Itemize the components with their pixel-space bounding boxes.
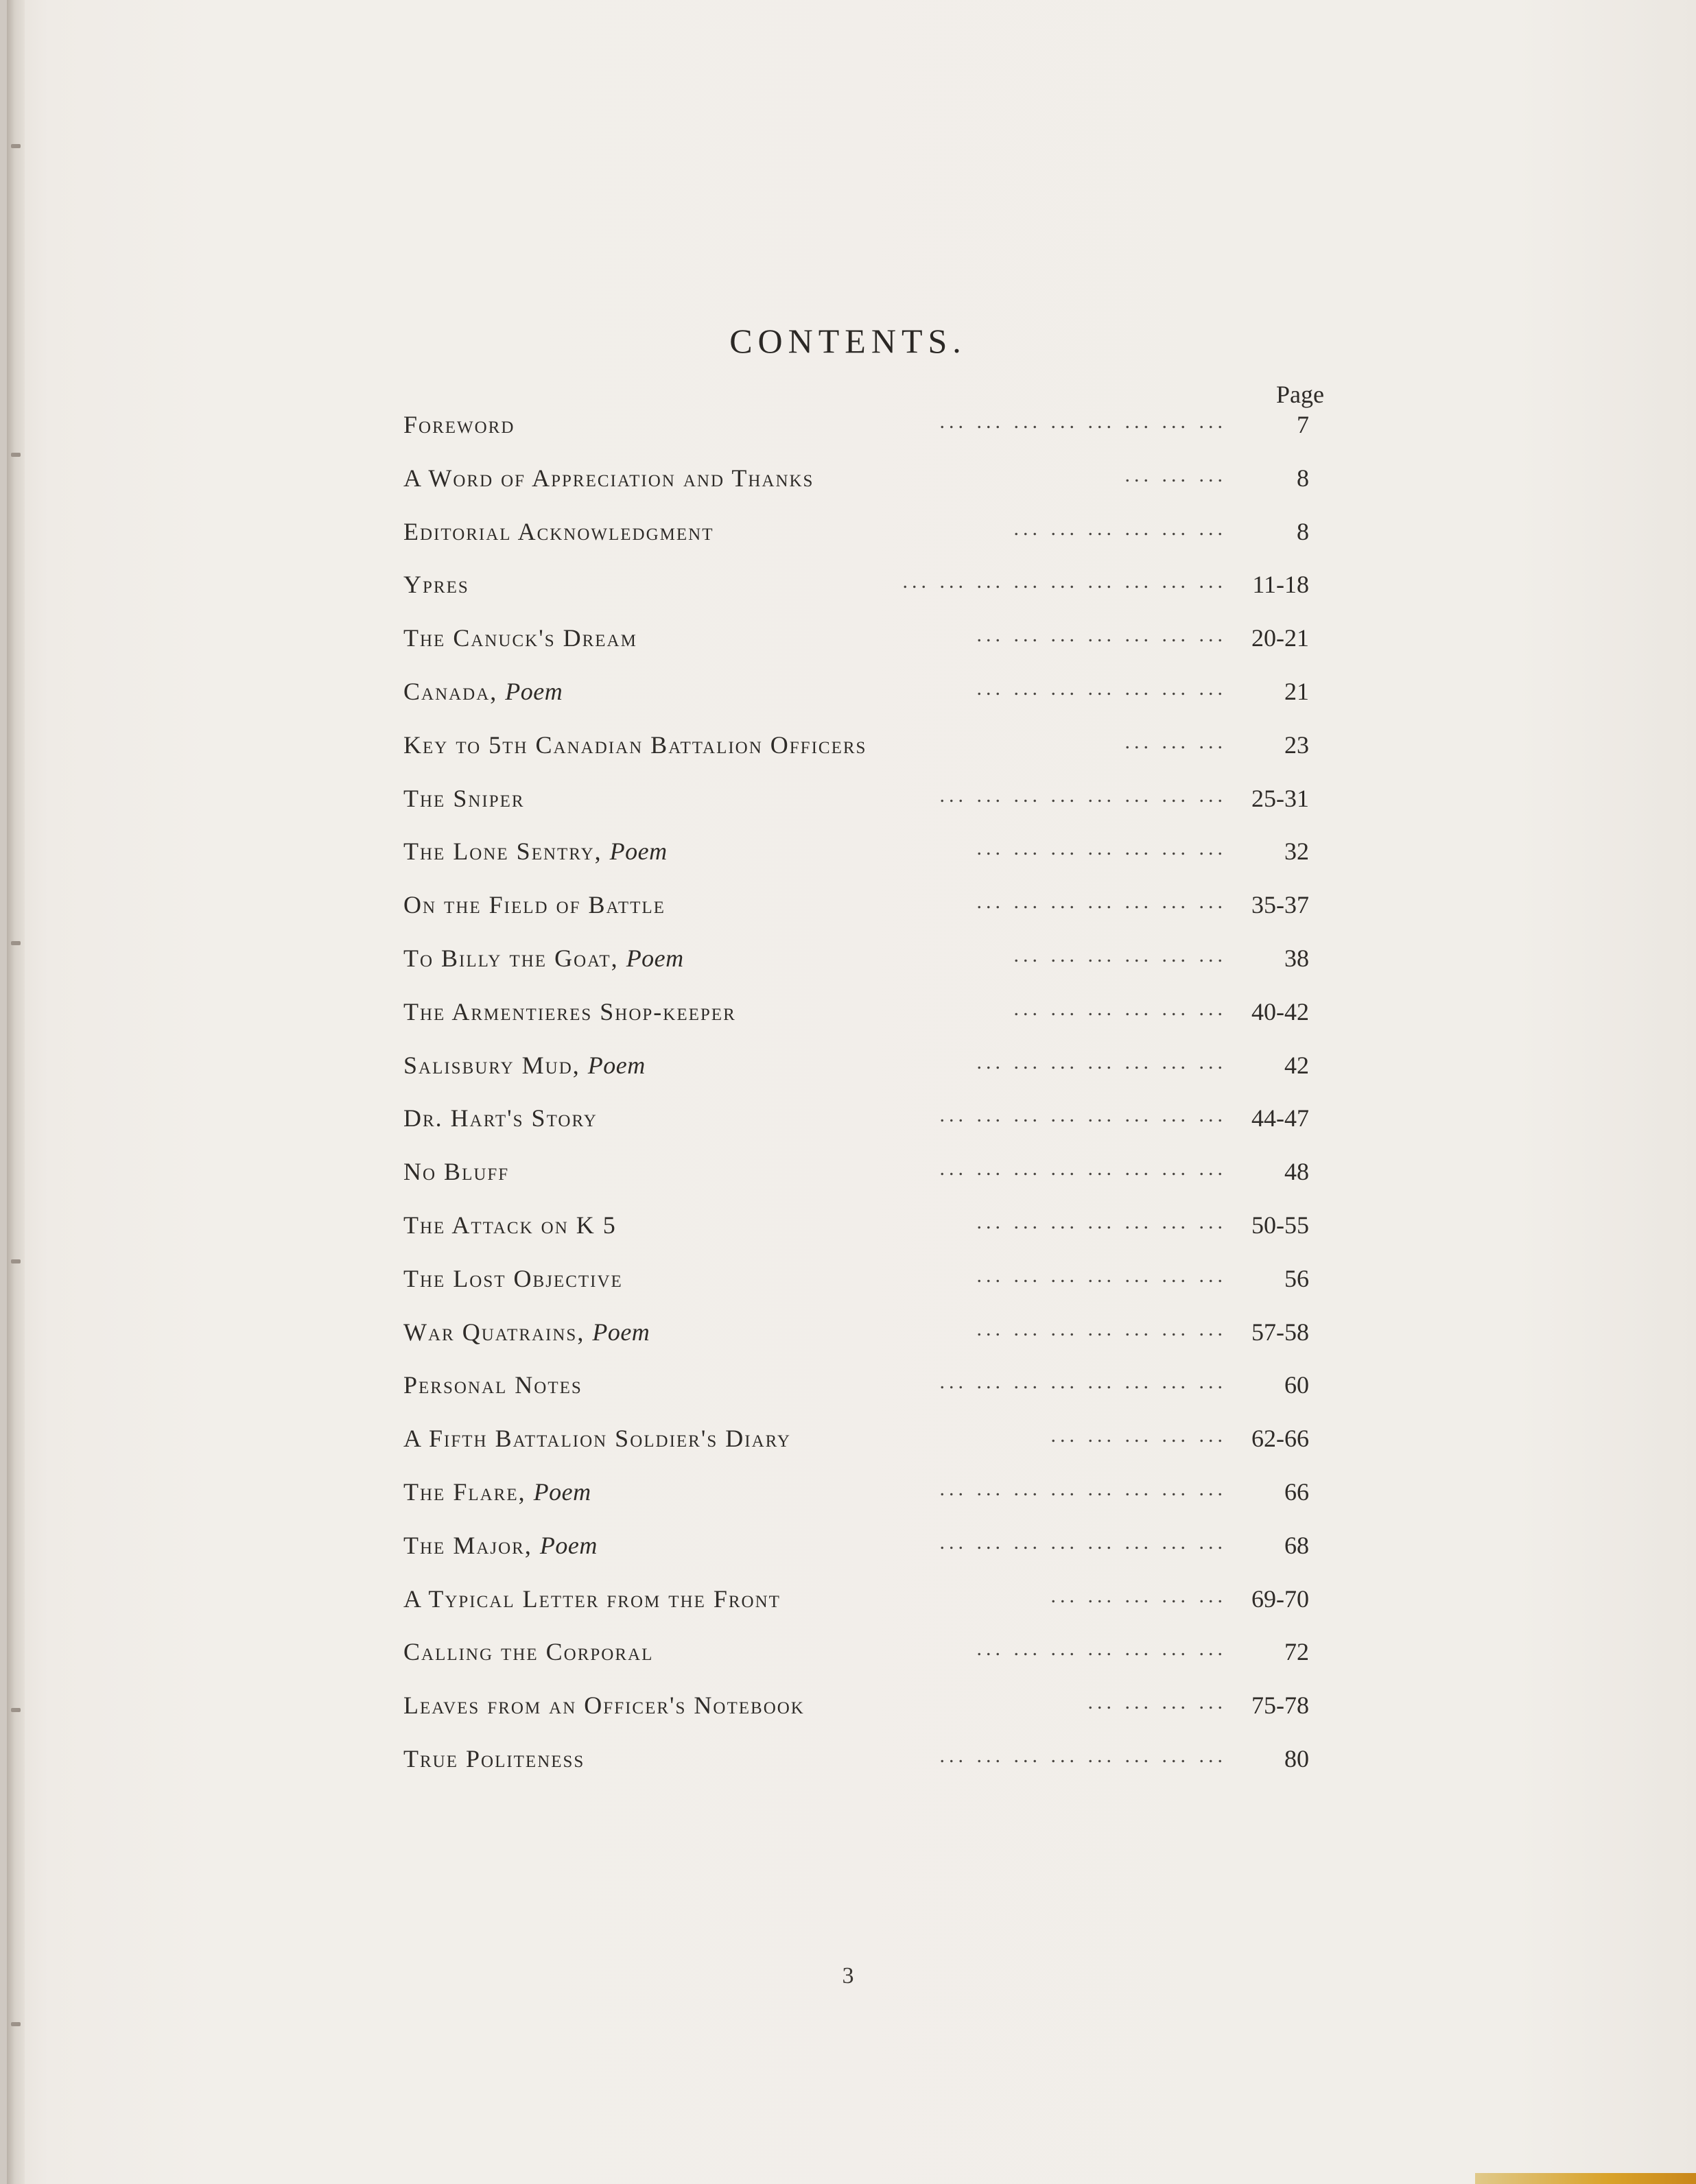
binding-stitch <box>11 1708 21 1712</box>
toc-entry-page: 69-70 <box>1251 1584 1309 1613</box>
toc-entry-page: 32 <box>1284 838 1309 866</box>
toc-entry <box>403 1744 1309 1798</box>
toc-entry-leader-dots: ... ... ... ... ... ... ... <box>976 890 1227 914</box>
toc-entry <box>403 1637 1309 1691</box>
toc-entry-title-text: The Attack on K 5 <box>403 1211 617 1239</box>
toc-entry-leader-dots: ... ... ... ... ... ... ... <box>976 624 1227 647</box>
toc-entry-title-text: A Typical Letter from the Front <box>403 1584 781 1613</box>
toc-entry-title <box>403 1104 598 1132</box>
toc-entry-leader-dots: ... ... ... ... ... ... ... <box>976 676 1227 700</box>
toc-entry-page: 42 <box>1284 1051 1309 1079</box>
toc-entry-leader-dots: ... ... ... ... ... ... ... ... <box>939 1477 1227 1500</box>
toc-entry <box>403 1264 1309 1318</box>
toc-entry-title <box>403 1424 791 1453</box>
toc-entry-leader-dots: ... ... ... ... ... ... ... ... ... <box>902 570 1227 593</box>
toc-entry-title-text: Dr. Hart's Story <box>403 1104 598 1132</box>
toc-entry-page: 25-31 <box>1251 784 1309 812</box>
toc-entry-title <box>403 410 515 439</box>
toc-entry-title-text: Key to 5th Canadian Battalion Officers <box>403 731 867 759</box>
toc-entry <box>403 890 1309 944</box>
toc-entry-page: 21 <box>1284 677 1309 705</box>
binding-stitch <box>11 941 21 945</box>
page-number: 3 <box>842 1963 854 1989</box>
toc-entry-title <box>403 784 525 813</box>
toc-entry-title-text: Personal Notes <box>403 1371 582 1399</box>
toc-entry <box>403 1531 1309 1584</box>
toc-entry-title-text: Editorial Acknowledgment <box>403 517 714 545</box>
page-column-header: Page <box>1276 381 1324 408</box>
toc-entry-title <box>403 464 814 492</box>
toc-entry-page: 44-47 <box>1251 1104 1309 1132</box>
binding-stitch <box>11 2022 21 2026</box>
toc-entry-title-text: The Lone Sentry, <box>403 838 602 866</box>
toc-entry <box>403 1424 1309 1477</box>
toc-entry-title-text: The Armentieres Shop-keeper <box>403 997 736 1025</box>
toc-entry-leader-dots: ... ... ... ... ... ... ... ... <box>939 1370 1227 1394</box>
toc-entry-title <box>403 624 637 652</box>
toc-entry-title-text: True Politeness <box>403 1744 585 1772</box>
binding-stitch <box>11 453 21 457</box>
toc-entry-title-text: A Fifth Battalion Soldier's Diary <box>403 1425 791 1453</box>
toc-entry-page: 50-55 <box>1251 1211 1309 1239</box>
toc-entry-page: 68 <box>1284 1531 1309 1559</box>
toc-entry-leader-dots: ... ... ... ... ... ... ... ... <box>939 1157 1227 1180</box>
toc-entry <box>403 731 1309 784</box>
toc-entry-leader-dots: ... ... ... ... ... ... ... <box>976 1050 1227 1073</box>
toc-entry <box>403 1157 1309 1211</box>
toc-entry <box>403 624 1309 677</box>
toc-entry-page: 11-18 <box>1252 571 1309 599</box>
toc-entry-title <box>403 890 666 919</box>
toc-entry-title-text: Canada, <box>403 677 498 705</box>
toc-entry-page: 56 <box>1284 1264 1309 1292</box>
toc-entry-title-text: On the Field of Battle <box>403 891 666 919</box>
toc-entry-page: 40-42 <box>1251 997 1309 1025</box>
toc-entry-title <box>403 1211 617 1239</box>
toc-entry <box>403 1104 1309 1157</box>
toc-entry-title <box>403 570 469 599</box>
toc-entry <box>403 570 1309 624</box>
toc-entry-title <box>403 677 563 706</box>
toc-entry-title <box>403 517 714 546</box>
toc-entry-title-text: The Lost Objective <box>403 1264 623 1292</box>
toc-entry-subtitle: Poem <box>587 1051 646 1079</box>
toc-entry-leader-dots: ... ... ... ... ... ... ... ... <box>939 1530 1227 1554</box>
toc-entry-title <box>403 1637 653 1666</box>
toc-entry-leader-dots: ... ... ... ... ... ... <box>1013 997 1227 1020</box>
toc-entry <box>403 1051 1309 1104</box>
toc-entry <box>403 677 1309 731</box>
toc-entry <box>403 997 1309 1051</box>
toc-entry-leader-dots: ... ... ... ... ... ... ... <box>976 1263 1227 1287</box>
toc-entry-leader-dots: ... ... ... ... ... ... ... ... <box>939 783 1227 807</box>
cover-edge <box>1475 2173 1696 2184</box>
toc-entry-title-text: The Major, <box>403 1531 532 1559</box>
toc-entry <box>403 1318 1309 1371</box>
toc-entry-title-text: Leaves from an Officer's Notebook <box>403 1692 805 1720</box>
toc-entry-page: 8 <box>1297 517 1309 545</box>
binding-stitch <box>11 144 21 148</box>
toc-entry-title-text: The Sniper <box>403 784 525 812</box>
toc-entry <box>403 944 1309 997</box>
toc-entry-page: 60 <box>1284 1371 1309 1399</box>
contents-heading: CONTENTS. <box>729 322 967 360</box>
toc-entry-page: 20-21 <box>1251 624 1309 652</box>
toc-entry-title-text: Salisbury Mud, <box>403 1051 580 1079</box>
toc-entry-title-text: Calling the Corporal <box>403 1638 654 1666</box>
toc-entry-leader-dots: ... ... ... <box>1124 730 1227 753</box>
toc-entry-title <box>403 944 684 973</box>
toc-entry-title <box>403 1318 650 1346</box>
toc-entry-page: 7 <box>1297 411 1309 438</box>
toc-entry-leader-dots: ... ... ... <box>1124 463 1227 486</box>
toc-entry-leader-dots: ... ... ... ... ... <box>1050 1584 1227 1607</box>
toc-entry <box>403 784 1309 838</box>
toc-entry-title <box>403 1744 585 1773</box>
toc-entry-title <box>403 731 867 759</box>
toc-entry-title <box>403 1264 623 1293</box>
binding-stitch <box>11 1259 21 1263</box>
toc-entry-title-text: The Canuck's Dream <box>403 624 637 652</box>
toc-entry <box>403 1211 1309 1264</box>
toc-entry-page: 62-66 <box>1251 1425 1309 1453</box>
toc-entry-title <box>403 1051 646 1080</box>
toc-entry <box>403 464 1309 517</box>
toc-entry-page: 66 <box>1284 1477 1309 1506</box>
table-of-contents <box>403 410 1309 1798</box>
toc-entry-leader-dots: ... ... ... ... ... <box>1050 1424 1227 1447</box>
toc-entry <box>403 1691 1309 1744</box>
toc-entry-page: 75-78 <box>1251 1692 1309 1720</box>
toc-entry-page: 23 <box>1284 731 1309 759</box>
toc-entry-page: 35-37 <box>1251 891 1309 919</box>
toc-entry-page: 8 <box>1297 464 1309 492</box>
toc-entry-title-text: No Bluff <box>403 1158 510 1186</box>
toc-entry-leader-dots: ... ... ... ... ... ... ... ... <box>939 1104 1227 1127</box>
toc-entry-subtitle: Poem <box>533 1477 591 1506</box>
toc-entry-title <box>403 837 668 866</box>
toc-entry-subtitle: Poem <box>505 677 563 705</box>
toc-entry-title-text: Ypres <box>403 571 469 599</box>
toc-entry-page: 80 <box>1284 1744 1309 1772</box>
toc-entry-title <box>403 1477 591 1506</box>
toc-entry-title <box>403 1157 509 1186</box>
toc-entry-subtitle: Poem <box>609 838 668 866</box>
toc-entry-subtitle: Poem <box>592 1318 650 1346</box>
toc-entry <box>403 410 1309 464</box>
toc-entry-leader-dots: ... ... ... ... ... ... <box>1013 943 1227 966</box>
toc-entry-title-text: War Quatrains, <box>403 1318 585 1346</box>
toc-entry-leader-dots: ... ... ... ... ... ... ... ... <box>939 410 1227 433</box>
toc-entry-title <box>403 1584 781 1613</box>
toc-entry-title <box>403 1531 598 1560</box>
toc-entry-subtitle: Poem <box>626 944 684 972</box>
toc-entry-page: 48 <box>1284 1158 1309 1186</box>
toc-entry-leader-dots: ... ... ... ... <box>1087 1691 1227 1714</box>
toc-entry-leader-dots: ... ... ... ... ... ... ... ... <box>939 1744 1227 1767</box>
toc-entry-page: 38 <box>1284 944 1309 972</box>
toc-entry <box>403 1584 1309 1638</box>
toc-entry-title-text: A Word of Appreciation and Thanks <box>403 464 814 492</box>
toc-entry-title <box>403 1370 582 1399</box>
toc-entry-subtitle: Poem <box>539 1531 598 1559</box>
toc-entry-title-text: The Flare, <box>403 1477 526 1506</box>
toc-entry <box>403 837 1309 890</box>
toc-entry <box>403 1370 1309 1424</box>
toc-entry <box>403 517 1309 571</box>
toc-entry-page: 57-58 <box>1251 1318 1309 1346</box>
toc-entry-title-text: To Billy the Goat, <box>403 944 619 972</box>
toc-entry-leader-dots: ... ... ... ... ... ... ... <box>976 837 1227 860</box>
toc-entry-leader-dots: ... ... ... ... ... ... <box>1013 517 1227 540</box>
toc-entry <box>403 1477 1309 1531</box>
toc-entry-page: 72 <box>1284 1638 1309 1666</box>
toc-entry-title-text: Foreword <box>403 411 515 438</box>
toc-entry-title <box>403 1691 805 1720</box>
toc-entry-title <box>403 997 736 1026</box>
toc-entry-leader-dots: ... ... ... ... ... ... ... <box>976 1210 1227 1233</box>
toc-entry-leader-dots: ... ... ... ... ... ... ... <box>976 1317 1227 1340</box>
toc-entry-leader-dots: ... ... ... ... ... ... ... <box>976 1637 1227 1661</box>
